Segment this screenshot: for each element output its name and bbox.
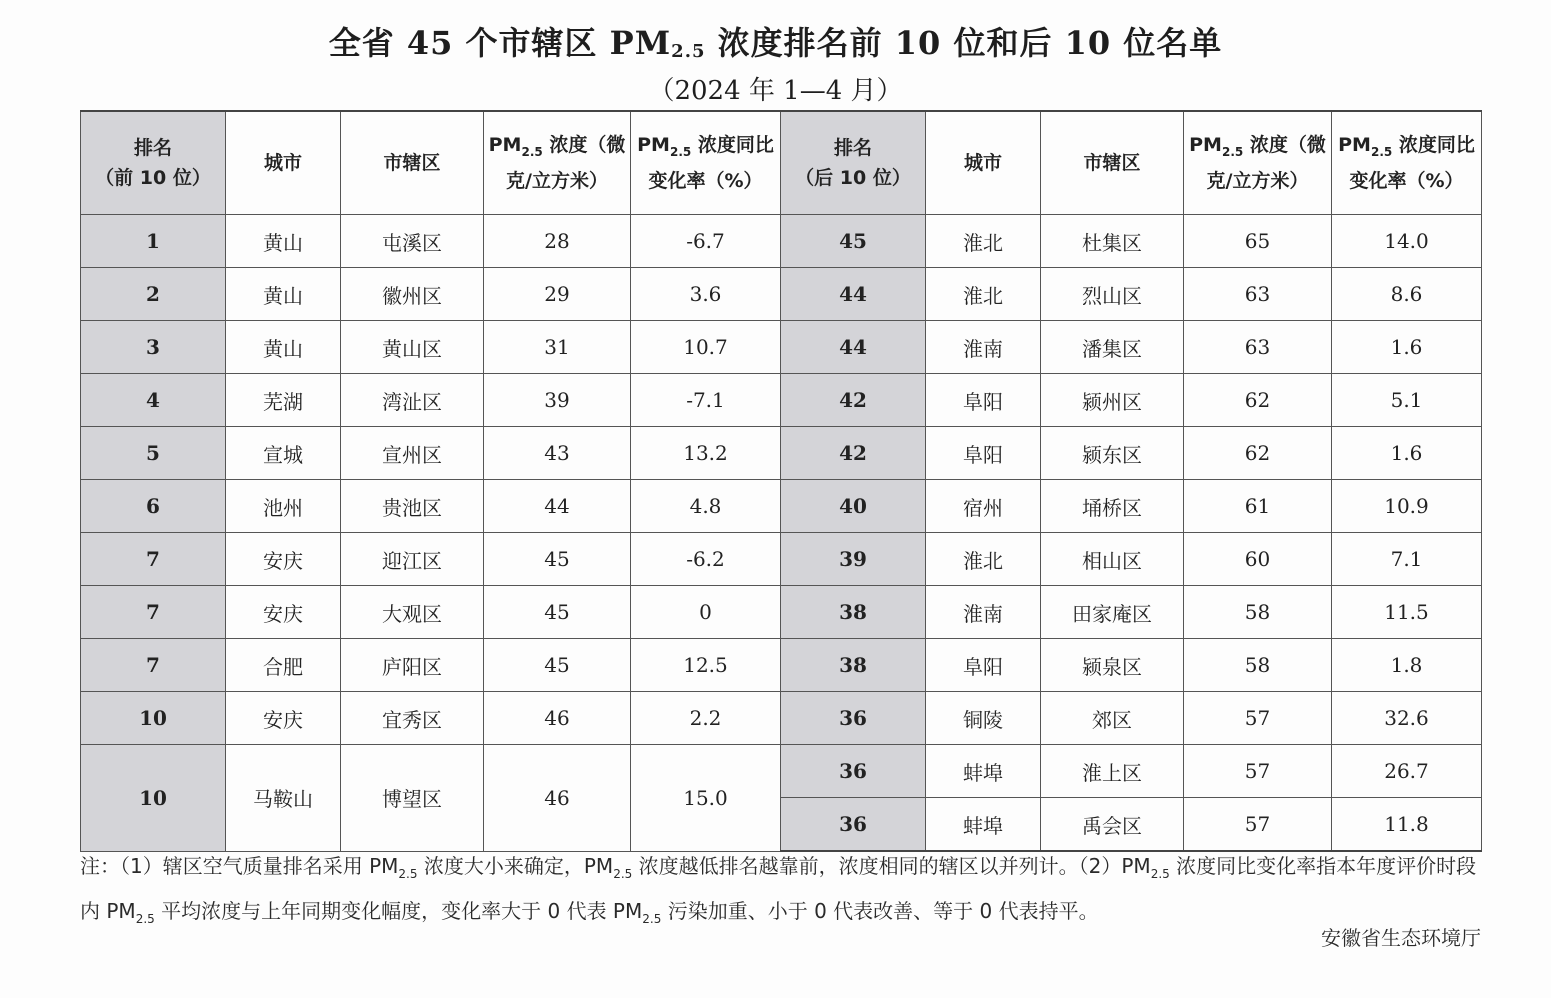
bottom-district-cell: 杜集区 — [1041, 215, 1184, 268]
bottom-city-cell: 宿州 — [926, 480, 1041, 533]
top-conc-cell: 29 — [484, 268, 631, 321]
bottom-district-cell: 淮上区 — [1041, 745, 1184, 798]
document-subtitle: （2024 年 1—4 月） — [648, 76, 903, 106]
top-city-cell: 宣城 — [226, 427, 341, 480]
bottom-conc-cell: 57 — [1184, 798, 1332, 852]
bottom-conc-cell: 63 — [1184, 268, 1332, 321]
ranking-table — [80, 110, 1482, 852]
bottom-conc-cell: 61 — [1184, 480, 1332, 533]
bottom-conc-cell: 57 — [1184, 745, 1332, 798]
header-change-rate: $PM_{2.5}$ 浓度同比变化率（%） — [631, 111, 781, 215]
top-district-cell: 博望区 — [341, 745, 484, 852]
bottom-city-cell: 蚌埠 — [926, 745, 1041, 798]
top-rank-cell: 4 — [81, 374, 226, 427]
top-rank-cell: 10 — [81, 692, 226, 745]
table-row — [81, 268, 1482, 321]
top-conc-cell: 45 — [484, 586, 631, 639]
bottom-rank-cell: 40 — [781, 480, 926, 533]
bottom-district-cell: 颍东区 — [1041, 427, 1184, 480]
bottom-rank-cell: 36 — [781, 798, 926, 852]
top-change-cell: -6.2 — [631, 533, 781, 586]
bottom-district-cell: 颍州区 — [1041, 374, 1184, 427]
top-district-cell: 徽州区 — [341, 268, 484, 321]
bottom-conc-cell: 58 — [1184, 639, 1332, 692]
top-rank-cell: 6 — [81, 480, 226, 533]
table-row — [81, 321, 1482, 374]
bottom-district-cell: 埇桥区 — [1041, 480, 1184, 533]
top-rank-cell: 7 — [81, 639, 226, 692]
bottom-change-cell: 14.0 — [1332, 215, 1482, 268]
top-change-cell: 10.7 — [631, 321, 781, 374]
top-rank-cell: 5 — [81, 427, 226, 480]
top-city-cell: 黄山 — [226, 321, 341, 374]
top-rank-cell: 7 — [81, 586, 226, 639]
top-city-cell: 安庆 — [226, 692, 341, 745]
top-city-cell: 安庆 — [226, 533, 341, 586]
top-district-cell: 庐阳区 — [341, 639, 484, 692]
top-conc-cell: 43 — [484, 427, 631, 480]
top-rank-cell: 7 — [81, 533, 226, 586]
header-city: 城市 — [226, 111, 341, 215]
bottom-conc-cell: 63 — [1184, 321, 1332, 374]
bottom-rank-cell: 36 — [781, 692, 926, 745]
bottom-district-cell: 颍泉区 — [1041, 639, 1184, 692]
bottom-change-cell: 26.7 — [1332, 745, 1482, 798]
top-change-cell: 2.2 — [631, 692, 781, 745]
table-row — [81, 533, 1482, 586]
top-change-cell: 3.6 — [631, 268, 781, 321]
top-city-cell: 黄山 — [226, 215, 341, 268]
bottom-city-cell: 阜阳 — [926, 639, 1041, 692]
bottom-city-cell: 淮南 — [926, 321, 1041, 374]
top-district-cell: 大观区 — [341, 586, 484, 639]
top-city-cell: 安庆 — [226, 586, 341, 639]
bottom-city-cell: 蚌埠 — [926, 798, 1041, 852]
top-change-cell: 0 — [631, 586, 781, 639]
bottom-city-cell: 淮北 — [926, 533, 1041, 586]
bottom-conc-cell: 57 — [1184, 692, 1332, 745]
bottom-district-cell: 潘集区 — [1041, 321, 1184, 374]
bottom-change-cell: 8.6 — [1332, 268, 1482, 321]
bottom-change-cell: 1.6 — [1332, 321, 1482, 374]
bottom-city-cell: 淮南 — [926, 586, 1041, 639]
top-change-cell: 15.0 — [631, 745, 781, 852]
top-conc-cell: 44 — [484, 480, 631, 533]
top-change-cell: -6.7 — [631, 215, 781, 268]
bottom-city-cell: 阜阳 — [926, 374, 1041, 427]
header-city-2: 城市 — [926, 111, 1041, 215]
top-district-cell: 湾沚区 — [341, 374, 484, 427]
bottom-district-cell: 郊区 — [1041, 692, 1184, 745]
top-district-cell: 屯溪区 — [341, 215, 484, 268]
header-district-2: 市辖区 — [1041, 111, 1184, 215]
bottom-district-cell: 烈山区 — [1041, 268, 1184, 321]
top-city-cell: 芜湖 — [226, 374, 341, 427]
table-row — [81, 427, 1482, 480]
table-row — [81, 745, 1482, 798]
table-row — [81, 692, 1482, 745]
bottom-rank-cell: 42 — [781, 374, 926, 427]
table-row — [81, 374, 1482, 427]
top-city-cell: 合肥 — [226, 639, 341, 692]
bottom-conc-cell: 62 — [1184, 427, 1332, 480]
top-rank-cell: 10 — [81, 745, 226, 852]
bottom-conc-cell: 58 — [1184, 586, 1332, 639]
issuer-signature: 安徽省生态环境厅 — [1321, 926, 1481, 950]
bottom-conc-cell: 65 — [1184, 215, 1332, 268]
top-change-cell: 4.8 — [631, 480, 781, 533]
top-conc-cell: 46 — [484, 745, 631, 852]
bottom-change-cell: 10.9 — [1332, 480, 1482, 533]
top-conc-cell: 28 — [484, 215, 631, 268]
bottom-rank-cell: 38 — [781, 639, 926, 692]
bottom-conc-cell: 62 — [1184, 374, 1332, 427]
top-rank-cell: 2 — [81, 268, 226, 321]
title-text: 全省 45 个市辖区 PM — [328, 24, 672, 62]
top-rank-cell: 3 — [81, 321, 226, 374]
bottom-change-cell: 1.8 — [1332, 639, 1482, 692]
top-change-cell: 12.5 — [631, 639, 781, 692]
bottom-district-cell: 田家庵区 — [1041, 586, 1184, 639]
header-concentration: $PM_{2.5}$ 浓度（微克/立方米） — [484, 111, 631, 215]
bottom-city-cell: 铜陵 — [926, 692, 1041, 745]
bottom-district-cell: 相山区 — [1041, 533, 1184, 586]
title-subscript: 2.5 — [671, 41, 706, 62]
header-district: 市辖区 — [341, 111, 484, 215]
bottom-city-cell: 淮北 — [926, 215, 1041, 268]
bottom-change-cell: 11.5 — [1332, 586, 1482, 639]
top-district-cell: 宜秀区 — [341, 692, 484, 745]
header-concentration-2: $PM_{2.5}$ 浓度（微克/立方米） — [1184, 111, 1332, 215]
bottom-conc-cell: 60 — [1184, 533, 1332, 586]
table-row — [81, 480, 1482, 533]
bottom-rank-cell: 45 — [781, 215, 926, 268]
header-rank-top: 排名 （前 10 位） — [81, 111, 226, 215]
bottom-change-cell: 1.6 — [1332, 427, 1482, 480]
bottom-rank-cell: 44 — [781, 268, 926, 321]
bottom-change-cell: 5.1 — [1332, 374, 1482, 427]
footnote: 注：（1）辖区空气质量排名采用 $PM_{2.5}$ 浓度大小来确定，$PM_{2.5}$ 浓度越低排名越靠前，浓度相同的辖区以并列计。$(2)PM_{2.5}$ 浓度同比变化率指本年度评价时段内 $PM_{2.5}$ 平均浓度与上年同期变化幅度，变化率大于 0 代表 $PM_{2.5}$ 污染加重、小于 0 代表改善、等于 0 代表持平。 — [80, 854, 1477, 926]
bottom-city-cell: 阜阳 — [926, 427, 1041, 480]
header-change-rate-2: $PM_{2.5}$ 浓度同比变化率（%） — [1332, 111, 1482, 215]
top-city-cell: 黄山 — [226, 268, 341, 321]
top-district-cell: 宣州区 — [341, 427, 484, 480]
bottom-rank-cell: 38 — [781, 586, 926, 639]
document-title — [0, 18, 1551, 64]
top-conc-cell: 31 — [484, 321, 631, 374]
top-district-cell: 黄山区 — [341, 321, 484, 374]
top-city-cell: 马鞍山 — [226, 745, 341, 852]
top-change-cell: -7.1 — [631, 374, 781, 427]
title-text-rest: 浓度排名前 10 位和后 10 位名单 — [705, 24, 1223, 62]
top-conc-cell: 46 — [484, 692, 631, 745]
top-rank-cell: 1 — [81, 215, 226, 268]
top-conc-cell: 45 — [484, 533, 631, 586]
bottom-change-cell: 7.1 — [1332, 533, 1482, 586]
top-conc-cell: 39 — [484, 374, 631, 427]
top-district-cell: 迎江区 — [341, 533, 484, 586]
bottom-rank-cell: 36 — [781, 745, 926, 798]
table-row — [81, 639, 1482, 692]
header-rank-bottom: 排名 （后 10 位） — [781, 111, 926, 215]
bottom-district-cell: 禹会区 — [1041, 798, 1184, 852]
top-conc-cell: 45 — [484, 639, 631, 692]
top-district-cell: 贵池区 — [341, 480, 484, 533]
top-change-cell: 13.2 — [631, 427, 781, 480]
table-row — [81, 586, 1482, 639]
top-city-cell: 池州 — [226, 480, 341, 533]
table-row — [81, 215, 1482, 268]
bottom-change-cell: 11.8 — [1332, 798, 1482, 852]
bottom-rank-cell: 42 — [781, 427, 926, 480]
bottom-city-cell: 淮北 — [926, 268, 1041, 321]
bottom-rank-cell: 44 — [781, 321, 926, 374]
bottom-rank-cell: 39 — [781, 533, 926, 586]
bottom-change-cell: 32.6 — [1332, 692, 1482, 745]
